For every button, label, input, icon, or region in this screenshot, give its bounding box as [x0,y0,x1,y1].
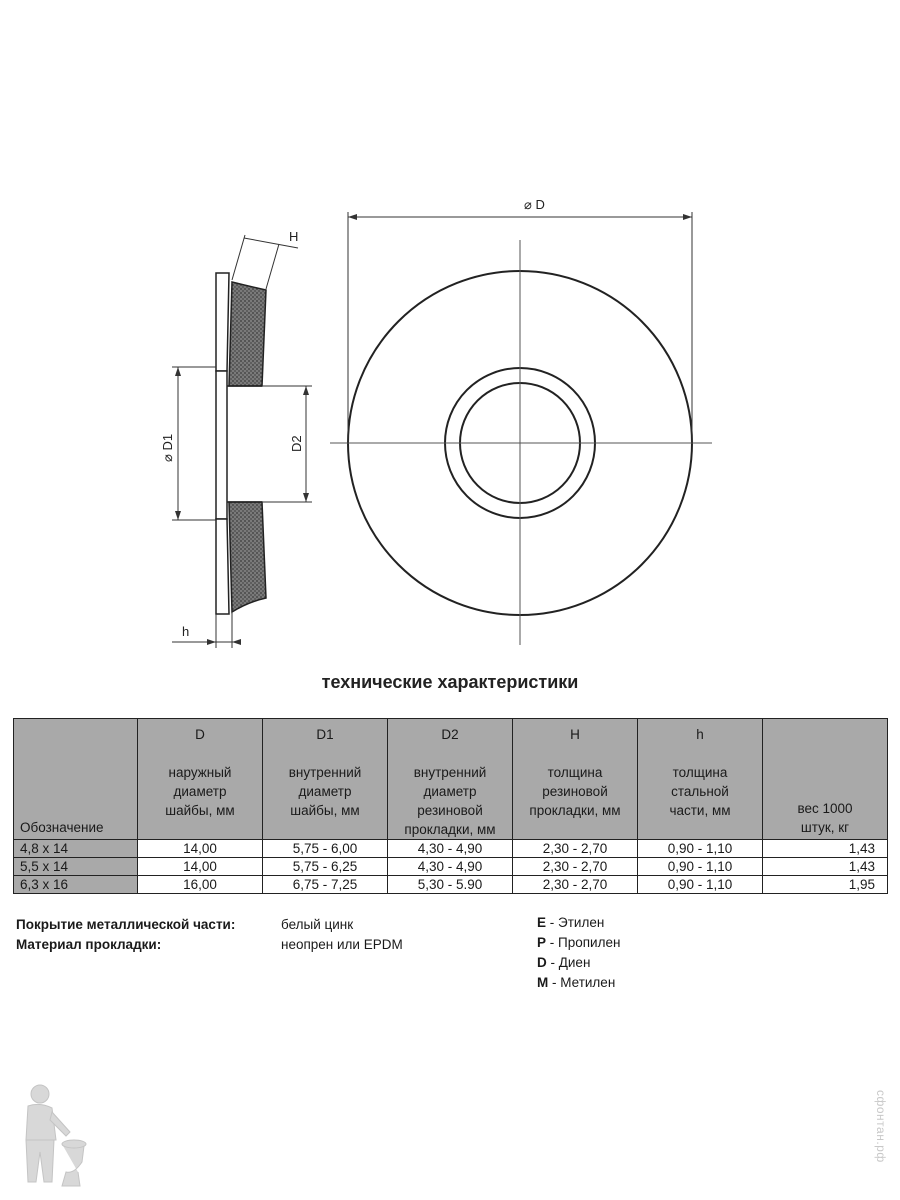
legend-text: - Метилен [548,975,616,990]
gasket-label: Материал прокладки: [16,937,162,952]
column-header [138,719,263,840]
legend-text: - Пропилен [546,935,621,950]
column-header [638,719,763,840]
column-description-line: диаметр [298,784,352,799]
designation-cell: 5,5 х 14 [14,858,138,876]
legend-item [537,933,620,953]
table-cell: 0,90 - 1,10 [638,876,763,894]
table-cell: 2,30 - 2,70 [513,876,638,894]
watermark-text: сфонтан.рф [874,1090,888,1163]
column-description-line: части, мм [669,803,731,818]
column-symbol: h [696,727,704,742]
table-cell: 4,30 - 4,90 [388,840,513,858]
column-description-line: штук, кг [800,820,850,835]
table-cell: 1,43 [763,840,888,858]
material-legend [537,913,620,993]
column-description-line: Обозначение [20,820,104,835]
table-cell: 16,00 [138,876,263,894]
legend-item [537,953,620,973]
column-header [263,719,388,840]
column-description-line: резиновой [417,803,483,818]
label-D1: ⌀ D1 [160,433,175,462]
table-cell: 0,90 - 1,10 [638,858,763,876]
table-cell: 5,75 - 6,00 [263,840,388,858]
designation-cell: 4,8 х 14 [14,840,138,858]
table-cell: 14,00 [138,858,263,876]
table-cell: 2,30 - 2,70 [513,840,638,858]
column-description-line: толщина [547,765,603,780]
column-description-line: прокладки, мм [529,803,621,818]
coating-value: белый цинк [281,917,354,932]
column-symbol: D1 [316,727,334,742]
column-header [513,719,638,840]
column-description-line: шайбы, мм [290,803,360,818]
column-description-line: прокладки, мм [404,822,496,837]
table-row [14,858,888,876]
specifications-table [13,718,888,894]
table-cell: 5,30 - 5.90 [388,876,513,894]
label-D2: D2 [289,435,304,452]
legend-letter: P [537,935,547,950]
column-description-line: наружный [168,765,232,780]
column-description-line: толщина [672,765,728,780]
column-header [763,719,888,840]
designation-cell: 6,3 х 16 [14,876,138,894]
table-cell: 6,75 - 7,25 [263,876,388,894]
column-description-line: диаметр [423,784,477,799]
coating-label: Покрытие металлической части: [16,917,236,932]
column-header [388,719,513,840]
column-description-line: диаметр [173,784,227,799]
column-description-line: стальной [671,784,729,799]
legend-text: - Этилен [546,915,605,930]
washer-front-view [330,197,712,645]
table-cell: 14,00 [138,840,263,858]
table-cell: 5,75 - 6,25 [263,858,388,876]
column-description-line: шайбы, мм [165,803,235,818]
plumber-mascot-icon [18,1082,98,1192]
column-description-line: внутренний [288,765,362,780]
legend-letter: M [537,975,549,990]
legend-item [537,973,620,993]
legend-item [537,913,620,933]
table-header-row [14,719,888,840]
label-D: ⌀ D [524,197,545,212]
column-header [14,719,138,840]
column-symbol: H [570,727,580,742]
legend-letter: D [537,955,547,970]
table-row [14,876,888,894]
table-cell: 0,90 - 1,10 [638,840,763,858]
table-cell: 1,95 [763,876,888,894]
column-description-line: резиновой [542,784,608,799]
legend-text: - Диен [546,955,591,970]
washer-side-view [160,229,312,648]
label-h: h [182,624,190,639]
notes-block [16,915,403,955]
table-body [14,840,888,894]
table-cell: 1,43 [763,858,888,876]
column-symbol: D [195,727,205,742]
table-cell: 4,30 - 4,90 [388,858,513,876]
gasket-value: неопрен или EPDM [281,937,403,952]
column-symbol: D2 [441,727,459,742]
column-description-line: вес 1000 [797,801,853,816]
table-row [14,840,888,858]
section-heading: технические характеристики [321,672,579,692]
column-description-line: внутренний [413,765,487,780]
label-H: H [289,229,299,244]
table-cell: 2,30 - 2,70 [513,858,638,876]
legend-letter: E [537,915,547,930]
